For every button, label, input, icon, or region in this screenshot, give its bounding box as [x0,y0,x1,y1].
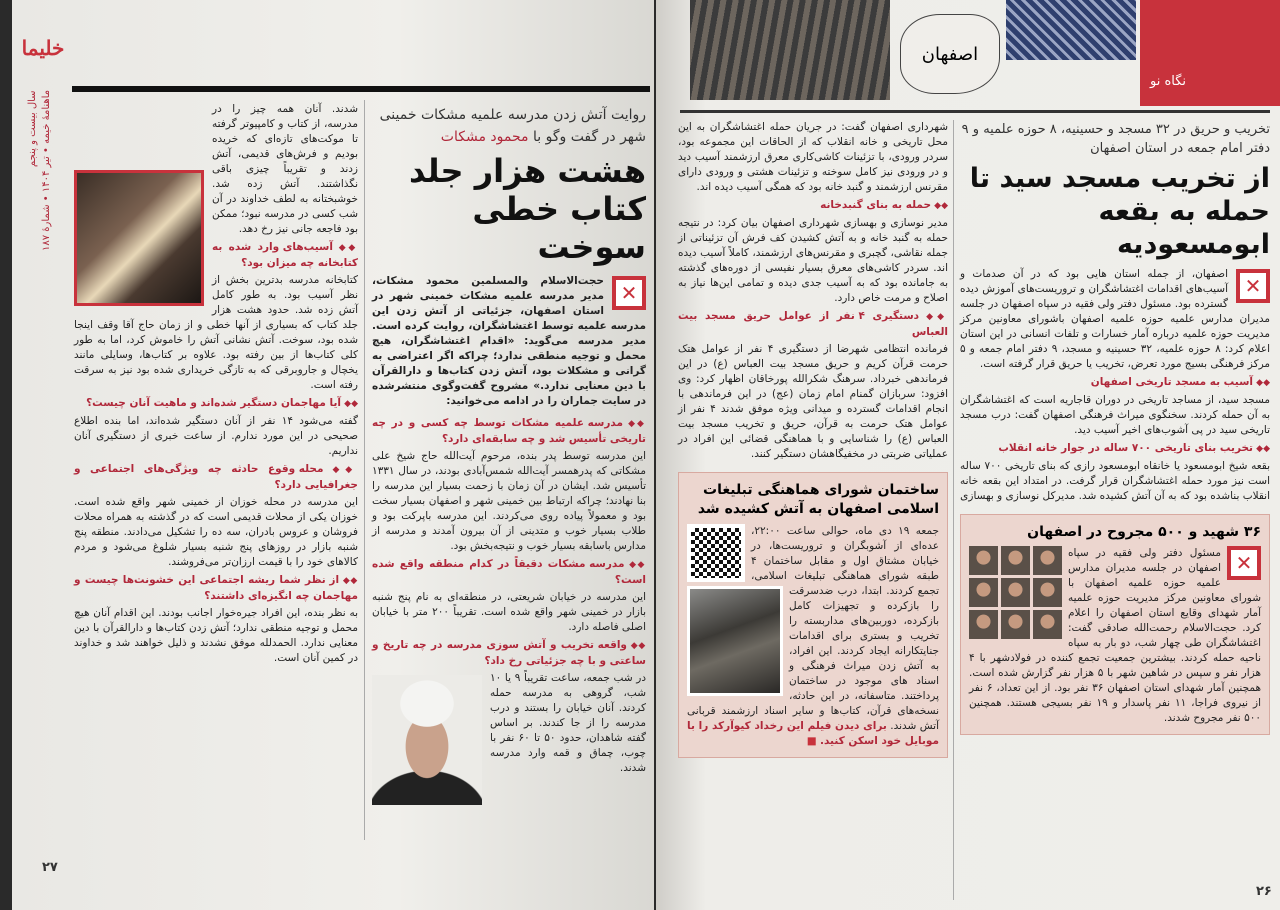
section-corner-tag: نگاه نو [1140,0,1280,106]
magazine-x-icon: ✕ [1236,269,1270,303]
column-b [372,413,646,805]
portrait [969,578,998,607]
subheading: ◆◆ از نظر شما ریشه اجتماعی این خشونت‌ها چیست و مهاجمان چه انگیزه‌ای داشتند؟ [74,573,358,604]
magazine-x-icon: ✕ [1227,546,1261,580]
portrait [1001,546,1030,575]
subheading: ◆◆ حمله به بنای گنبدخانه [678,198,948,214]
box-title: ۳۶ شهید و ۵۰۰ مجروح در اصفهان [1027,524,1261,540]
subheading: ◆◆ آیا مهاجمان دستگیر شده‌اند و ماهیت آنان چیست؟ [74,396,358,412]
end-mark-icon: ■ [806,735,817,747]
box-title: ساختمان شورای هماهنگی تبلیغات اسلامی اصفهان به آتش کشیده شد [697,482,939,517]
subheading: ◆◆ محله وقوع حادثه چه ویژگی‌های اجتماعی و جغرافیایی دارد؟ [74,462,358,493]
martyr-portraits [969,546,1062,639]
qr-code [687,524,745,582]
qr-call-to-action: برای دیدن فیلم این رخداد کیوآرکد را با موبایل خود اسکن کنید. [687,720,939,747]
paragraph: این مدرسه در خیابان شریعتی، در منطقه‌ای به نام پنج شنبه بازار در خمینی شهر واقع شده است. تقریباً ۲۰۰ متر با خیابان اصلی فاصله دارد. [372,591,646,633]
left-page [12,0,654,910]
portrait [1033,578,1062,607]
left-column-stack [678,120,948,758]
paragraph: این مدرسه توسط پدر بنده، مرحوم آیت‌الله حاج شیخ علی مشکاتی که پدرهمسر آیت‌الله شمس‌آبادی بودند، در سال ۱۳۳۱ تأسیس شد. ایشان در آن زمان با زحمت بسیار این مدرسه را بنا نهادند؛ چراکه ارتباط بین خمینی شهر و اصفهان بسیار سخت بود و معمولاً پیاده روی می‌کردند. این مدرسه باپرکت بود و طلاب بسیار خوب و متدینی از آن بیرون آمدند و مدرسه از مدارس باسابقه بسیار خوب و نتیجه‌بخش بود. [372,450,646,552]
paragraph: مدیر نوسازی و بهسازی شهرداری اصفهان بیان کرد: در نتیجه حمله به گنبد خانه و به آتش کشیدن کف فرش آن تزئیناتی از جمله نقاشی، گچبری و مقرنس‌های ارزشمند، کاملاً آسیب دیده اند. سردر کاشی‌های معرق بسیار نفیسی از دوره‌های گذشته به جامانده بود که به آسیب جدی دیده و تمامی این‌ها نیاز به اصلاح و مرمت خاص دارد. [678,217,948,304]
portrait [1033,610,1062,639]
magazine-x-icon: ✕ [612,276,646,310]
paragraph: گفته می‌شود ۱۴ نفر از آنان دستگیر شده‌اند، اما بنده اطلاع صحیحی در این مورد ندارم. از ساعت خبری از دستگیری آنان نداریم. [74,415,358,457]
box-text: مسئول دفتر ولی فقیه در سپاه اصفهان در جلسه مدیران مدارس علمیه حوزه علمیه اصفهان با شورای معاونین مرکز مدیریت حوزه علمیه آمار شهدای وقایع استان اصفهان را اعلام کرد. حجت‌الاسلام رحمت‌الله صادقی گفت: اغتشاشگران طی چهار شب، دو بار به سپاه ناحیه حمله کردند. بیشترین جمعیت تجمع کننده در فولادشهر با ۴ هزار نفر و سپس در شاهین شهر با ۵ هزار نفر گزارش شده است. همچنین آمار شهدای استان اصفهان ۳۶ نفر بود. از این تعداد، ۶ نفر از نیروی فراجا، ۱۱ نفر پاسدار و ۱۹ نفر بسیجی هستند. همچنین ۵۰۰ نفر مجروح شدند. [969,547,1261,724]
subheading: ◆◆ آسیب به مسجد تاریخی اصفهان [960,375,1270,391]
column-divider [364,100,365,840]
header-rule [680,110,1270,113]
paragraph: این مدرسه در محله خوزان از خمینی شهر واقع شده است. خوزان یکی از محلات قدیمی است که در گذشته به همراه محلات فروشان و عروس بادران، سه ده را تشکیل می‌دادند. منطقه پنج شنبه بازار در روزهای پنج شنبه بسیار شلوغ می‌شود و مردم کالاهای خود را با قیمت ارزان‌تر می‌فروشند. [74,496,358,568]
paragraph: کتابخانه مدرسه بدترین بخش از نظر آسیب بود. به طور کامل آتش زده شد. حدود هشت هزار جلد کتاب که بسیاری از آنها خطی و از زمان حاج آقا وقف اینجا شده بود، سوخت. آتش نشانی آتش را خاموش کرد، اما به طور کلی کتاب‌ها از بین رفته بود. علاوه بر کتاب‌ها، وسایلی مانند یخچال و جاروبرقی که به تازگی خریداری شده بود نیز به سرقت رفته است. [74,274,358,391]
portrait [1001,610,1030,639]
sidebar-box-casualties [960,514,1270,735]
isfahan-map-label: اصفهان [900,14,1000,94]
portrait [969,610,998,639]
page-number: ۲۶ [1256,884,1272,899]
kicker-text: روایت آتش زدن مدرسه علمیه مشکات خمینی شهر در گفت وگو با [379,107,646,145]
column-d [960,267,1270,506]
paragraph: بقعه شیخ ابومسعود یا خانقاه ابومسعود رازی که بنای تاریخی ۷۰۰ ساله است نیز مورد حمله اغتشاشگران قرار گرفت. در امتداد این بقعه خانه انقلاب بناشده بود که به آن آتش کشیده شد. مدیرکل نوسازی و بهسازی [960,460,1270,502]
issue-line-2: ماهنامهٔ خیمه • تیر ۱۴۰۴ • شمارهٔ ۱۸۷ [41,90,52,252]
interviewee-name: محمود مشکات [440,129,529,145]
column-divider [953,120,954,900]
portrait [1001,578,1030,607]
box-text-wrap [969,546,1261,726]
box-body: جمعه ۱۹ دی ماه، حوالی ساعت ۲۲:۰۰، عده‌ای از آشوبگران و تروریست‌ها، در خیابان مشتاق اول و مقابل ساختمان ۴ طبقه شورای هماهنگی تبلیغات اسلامی، تجمع کردند. ابتدا، درب ضدسرقت را بازکرده و تجهیزات کامل بازکرده، دوربین‌های مداربسته را تخریب و بستری برای اقدامات جنایتکارانه ایجاد کردند. این افراد، به آتش زدن میراث فرهنگی و اسناد های موجود در ساختمان پرداختند. متاسفانه، در این حادثه، نسخه‌های قرآن، کتاب‌ها و سایر اسناد ارزشمند قربانی آتش شدند. [687,525,940,732]
issue-line-1: سال بیست و پنجم [27,90,38,167]
subheading: ◆◆ مدرسه علمیه مشکات توسط چه کسی و در چه تاریخی تأسیس شد و چه سابقه‌ای دارد؟ [372,416,646,447]
paragraph: شدند. آنان همه چیز را در مدرسه، از کتاب و کامپیوتر گرفته تا موکت‌های تازه‌ای که خریده بودیم و فرش‌های قدیمی، آتش زدند و تقریباً چیزی باقی نگذاشتند. آتش زده شد. خوشبختانه به لطف خداوند در آن شب کسی در مدرسه نبود؛ ممکن بود فاجعه جانی نیز رخ دهد. [212,103,358,235]
subheading: ◆◆ دستگیری ۴ نفر از عوامل حریق مسجد بیت العباس [678,309,948,340]
article-title: هشت هزار جلد کتاب خطی سوخت [409,152,646,266]
subheading: ◆◆ تخریب بنای تاریخی ۷۰۰ ساله در جوار خانه انقلاب [960,441,1270,457]
tilework-photo [1006,0,1136,60]
masthead-logo: خلیما [21,36,65,60]
subheading: ◆◆ واقعه تخریب و آتش سوزی مدرسه در چه تاریخ و ساعتی و با چه جزئیاتی رخ داد؟ [372,638,646,669]
paragraph: شهرداری اصفهان گفت: در جریان حمله اغتشاشگران به این محل تاریخی و خانه انقلاب که از الحاقات این مجموعه بود، سردر ورودی، با تزئینات کاشی‌کاری معرق ارزشمند آسیب دید و در ورودی نیز کامل سوخته و تزئینات هشتی و ورودی دارای مقرنس ارزشمند و گنبد خانه بود که همگی آسیب دیده اند. [678,121,948,193]
box-text [687,524,939,749]
article-kicker [372,104,646,148]
right-page [656,0,1280,910]
portrait [1033,546,1062,575]
article-kicker: تخریب و حریق در ۳۲ مسجد و حسینیه، ۸ حوزه علمیه و ۹ دفتر امام جمعه در استان اصفهان [961,122,1270,156]
burned-building-photo [687,586,783,696]
column-c [678,120,948,464]
paragraph: اصفهان، از جمله استان هایی بود که در آن صدمات و آسیب‌های اقدامات اغتشاشگران و تروریست‌های آموزش دیده گسترده بود. مسئول دفتر ولی فقیه در سپاه اصفهان در جلسه مدیران مدارس علمیه حوزه علمیه اصفهان باشورای معاونین مرکز مدیریت حوزه علمیه درباره آمار خسارات و تلفات انسانی در این استان اعلام کرد: ۸ حوزه علمیه، ۳۲ حسینیه و مسجد، ۹ دفتر امام جمعه و ۵ مرکز فرهنگی بسیج مورد تعرض، تخریب یا حریق قرار گرفته است. [960,268,1270,370]
sidebar-box-tablighat [678,472,948,758]
right-column-stack [960,120,1270,735]
library-fire-photo [74,170,204,306]
article-title: از تخریب مسجد سید تا حمله به بقعه ابومسعودیه [969,163,1270,260]
page-number: ۲۷ [42,860,58,875]
issue-info [26,90,62,340]
header-rule [72,86,650,92]
cleric-portrait [372,675,482,805]
subheading: ◆◆ آسیب‌های وارد شده به کتابخانه چه میزان بود؟ [74,240,358,271]
subheading: ◆◆ مدرسه مشکات دقیقاً در کدام منطقه واقع شده است؟ [372,557,646,588]
column-a [74,102,358,668]
article-intro-wrap [372,274,646,409]
article-header-and-column-b [372,104,646,805]
portrait [969,546,998,575]
mosque-dome-photo [690,0,890,100]
paragraph: در شب جمعه، ساعت تقریباً ۹ یا ۱۰ شب، گروهی به مدرسه حمله کردند. آنان خیابان را بستند و درب مدرسه را از جا کندند. بر اساس گفته شاهدان، حدود ۵۰ تا ۶۰ نفر با چوب، چماق و قمه وارد مدرسه شدند. [490,672,647,774]
paragraph: مسجد سید، از مساجد تاریخی در دوران قاجاریه است که اغتشاشگران به آن حمله کردند. سخنگوی میراث فرهنگی اصفهان گفت: درب مسجد تاریخی سید در پی آشوب‌های اخیر آسیب دید. [960,394,1270,436]
paragraph: به نظر بنده، این افراد جیره‌خوار اجانب بودند. این اقدام آنان هیچ محمل و توجیه منطقی ندارد؛ آتش زدن کتاب‌ها و دارالقرآن با دین معنایی ندارد. الحمدلله موفق نشدند و ذلیل خواهند شد و خداوند در کمین آنان است. [74,607,358,664]
paragraph: فرمانده انتظامی شهرضا از دستگیری ۴ نفر از عوامل هتک حرمت قرآن کریم و حریق مسجد بیت العباس (ع) در این فرماندهی خبرداد. سرهنگ شکرالله پورخاقان اظهار کرد: وی افزود: سربازان گمنام امام زمان (عج) در این فرماندهی با انجام اقدامات گسترده و میدانی ویژه موفق شدند ۴ نفر از عوامل هتک حرمت به قرآن، حریق و تخریب مسجد بیت العباس (ع) را شناسایی و با هماهنگی قضائی این افراد در عملیاتی ضربتی در مخفیگاهشان دستگیر کنند. [678,343,948,460]
article-intro: حجت‌الاسلام والمسلمین محمود مشکات، مدیر مدرسه علمیه مشکات خمینی شهر در استان اصفهان، جزئیاتی از آتش زدن این مدرسه علمیه توسط اغتشاشگران، روایت کرده است. مدیر مدرسه می‌گوید: «اقدام اغتشاشگران، هیچ محمل و توجیه منطقی ندارد؛ چراکه اگر اعتراضی به گرانی و مشکلات بود، آتش زدن کتاب‌ها و دارالقرآن با دین معنایی ندارد.» مشروح گفت‌وگوی منتشرشده در سایت جماران را در ادامه می‌خوانید: [372,275,646,407]
